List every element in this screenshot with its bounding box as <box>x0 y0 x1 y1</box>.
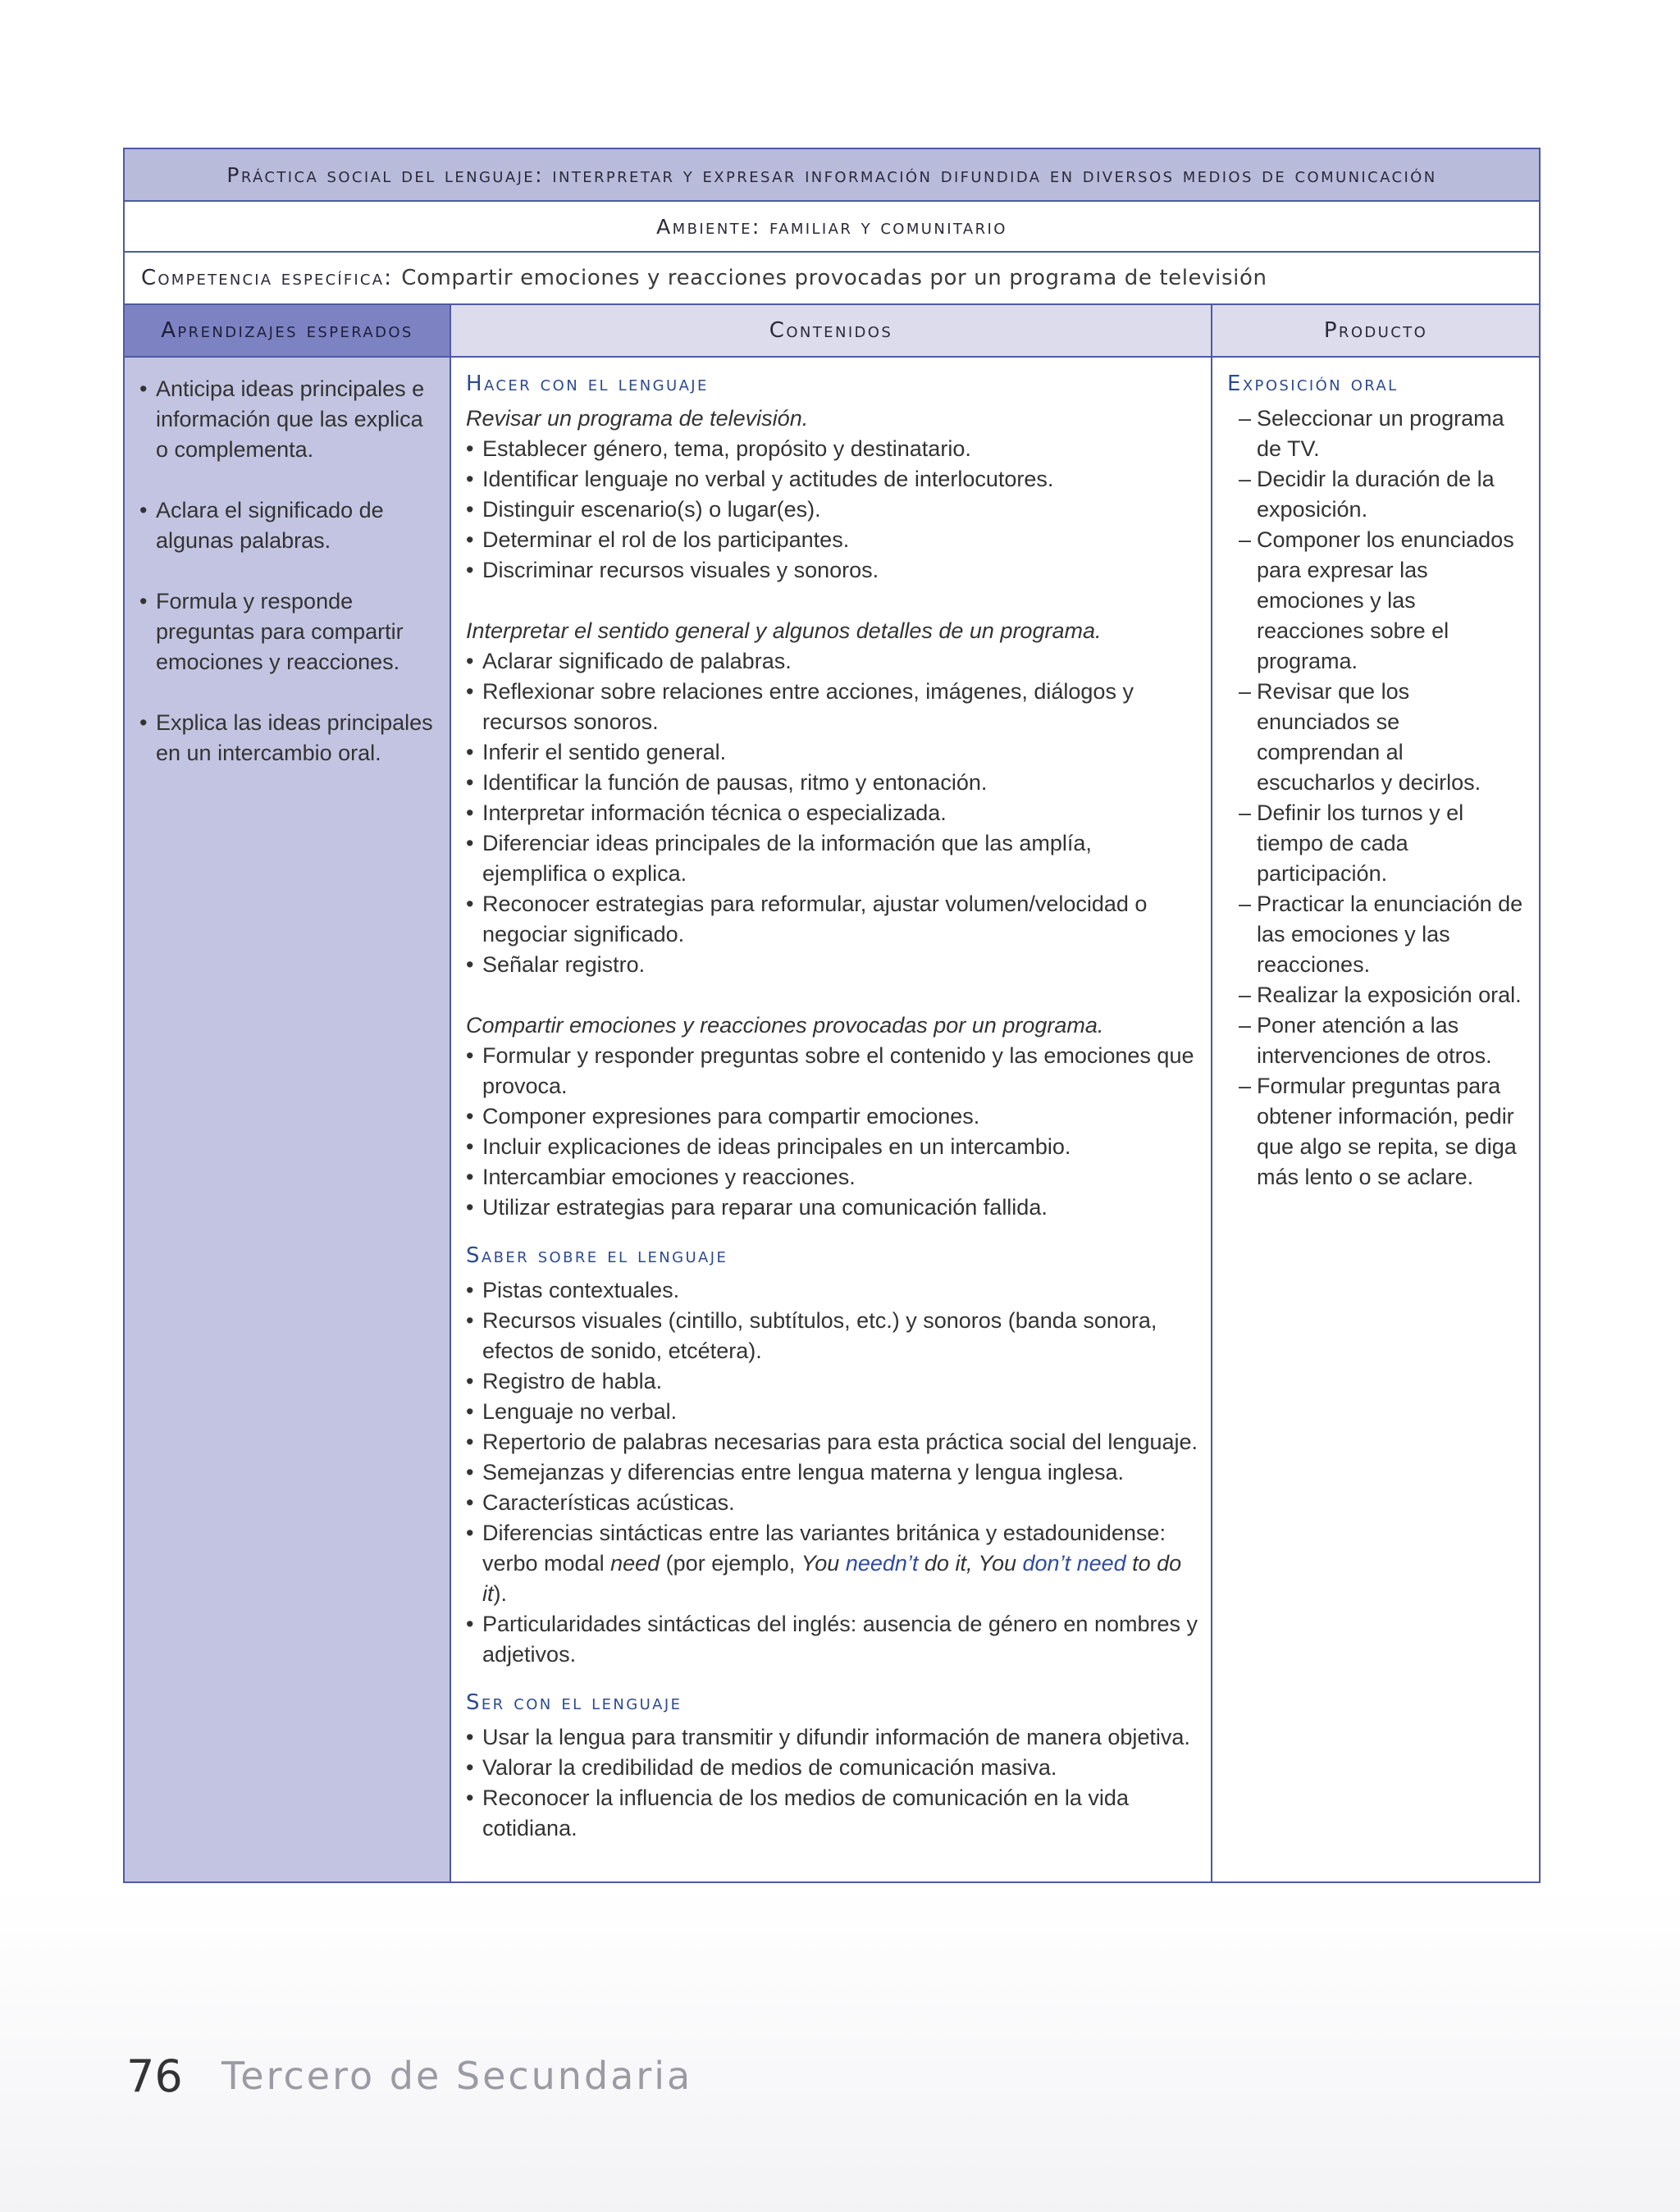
page-bottom-shade <box>0 1886 1680 2212</box>
list-item: • Señalar registro. <box>466 950 1198 980</box>
list-item: • Reflexionar sobre relaciones entre acciones, imágenes, diálogos y recursos sonoros. <box>466 677 1198 737</box>
list-item: • Identificar lenguaje no verbal y actitudes de interlocutores. <box>466 464 1198 495</box>
list-item: • Aclara el significado de algunas palabras. <box>139 495 435 556</box>
modal-text-6: do it, You <box>918 1551 1023 1576</box>
list-item: • Inferir el sentido general. <box>466 737 1198 768</box>
list-item: • Valorar la credibilidad de medios de comunicación masiva. <box>466 1753 1198 1783</box>
list-item: • Reconocer la influencia de los medios de comunicación en la vida cotidiana. <box>466 1783 1198 1844</box>
list-item: • Utilizar estrategias para reparar una comunicación fallida. <box>466 1193 1198 1223</box>
list-item: • Usar la lengua para transmitir y difundir información de manera objetiva. <box>466 1722 1198 1753</box>
modal-text-7: don’t need <box>1022 1551 1126 1576</box>
curriculum-table <box>123 148 1541 1883</box>
list-item: • Explica las ideas principales en un intercambio oral. <box>139 708 435 768</box>
subtitle: Interpretar el sentido general y algunos detalles de un programa. <box>466 618 1102 643</box>
list-item: • Identificar la función de pausas, ritmo y entonación. <box>466 768 1198 798</box>
list-item: • Incluir explicaciones de ideas principales en un intercambio. <box>466 1132 1198 1162</box>
list-item: • Establecer género, tema, propósito y destinatario. <box>466 434 1198 464</box>
ser-list <box>466 1722 1198 1844</box>
contenidos-column <box>451 358 1212 1881</box>
producto-column <box>1212 358 1539 1881</box>
list-item: • Recursos visuales (cintillo, subtítulos, etc.) y sonoros (banda sonora, efectos de sonido, etcétera). <box>466 1306 1198 1366</box>
column-header-producto: Producto <box>1212 305 1539 358</box>
section-title-hacer: Hacer con el lenguaje <box>466 372 709 396</box>
list-item: – Realizar la exposición oral. <box>1237 980 1527 1010</box>
social-practice-header: Práctica social del lenguaje: interpretar y expresar información difundida en diversos medios de comunicación <box>125 149 1539 202</box>
column-header-aprendizajes: Aprendizajes esperados <box>125 305 451 358</box>
subtitle: Compartir emociones y reacciones provocadas por un programa. <box>466 1013 1104 1038</box>
page-number: 76 <box>126 2050 183 2102</box>
modal-text-2: need <box>610 1551 660 1576</box>
competencia-row <box>125 253 1539 305</box>
list-item: • Particularidades sintácticas del inglés: ausencia de género en nombres y adjetivos. <box>466 1609 1198 1670</box>
modal-text-5: needn’t <box>845 1551 919 1576</box>
list-item-modal-verb <box>466 1518 1198 1609</box>
list-item: • Determinar el rol de los participantes. <box>466 525 1198 555</box>
list-item: • Aclarar significado de palabras. <box>466 646 1198 677</box>
section-title-ser: Ser con el lenguaje <box>466 1690 682 1715</box>
saber-list <box>466 1275 1198 1670</box>
list-item: • Formular y responder preguntas sobre el contenido y las emociones que provoca. <box>466 1041 1198 1101</box>
list-item: • Semejanzas y diferencias entre lengua materna y lengua inglesa. <box>466 1457 1198 1488</box>
list-item: • Interpretar información técnica o especializada. <box>466 798 1198 828</box>
contenidos-list <box>466 646 1198 980</box>
list-item: – Definir los turnos y el tiempo de cada participación. <box>1237 798 1527 889</box>
book-title: Tercero de Secundaria <box>221 2054 693 2098</box>
list-item: • Registro de habla. <box>466 1366 1198 1397</box>
section-title-saber: Saber sobre el lenguaje <box>466 1243 728 1268</box>
list-item: • Reconocer estrategias para reformular, ajustar volumen/velocidad o negociar significado. <box>466 889 1198 950</box>
column-header-contenidos: Contenidos <box>451 305 1212 358</box>
list-item: • Características acústicas. <box>466 1488 1198 1518</box>
section-title-producto: Exposición oral <box>1227 372 1399 396</box>
list-item: • Discriminar recursos visuales y sonoros. <box>466 555 1198 586</box>
list-item: – Poner atención a las intervenciones de otros. <box>1237 1010 1527 1071</box>
list-item: – Seleccionar un programa de TV. <box>1237 404 1527 464</box>
list-item: • Intercambiar emociones y reacciones. <box>466 1162 1198 1193</box>
list-item: – Decidir la duración de la exposición. <box>1237 464 1527 525</box>
list-item: – Componer los enunciados para expresar las emociones y las reacciones sobre el programa. <box>1237 525 1527 677</box>
list-item: • Diferenciar ideas principales de la información que las amplía, ejemplifica o explica. <box>466 828 1198 889</box>
competencia-label: Competencia específica: <box>141 266 394 290</box>
list-item: • Lenguaje no verbal. <box>466 1397 1198 1427</box>
modal-text-1: Diferencias sintácticas entre las variantes británica y estadounidense: verbo modal <box>482 1521 1166 1576</box>
list-item: • Formula y responde preguntas para compartir emociones y reacciones. <box>139 586 435 677</box>
contenidos-list <box>466 1041 1198 1223</box>
list-item: • Componer expresiones para compartir emociones. <box>466 1101 1198 1132</box>
aprendizajes-column <box>125 358 451 1881</box>
list-item: – Revisar que los enunciados se comprendan al escucharlos y decirlos. <box>1237 677 1527 798</box>
list-item: • Distinguir escenario(s) o lugar(es). <box>466 495 1198 525</box>
modal-text-9: ). <box>493 1581 507 1606</box>
list-item: – Practicar la enunciación de las emociones y las reacciones. <box>1237 889 1527 980</box>
subtitle: Revisar un programa de televisión. <box>466 406 809 431</box>
modal-text-4: You <box>801 1551 846 1576</box>
modal-text-3: (por ejemplo, <box>660 1551 801 1576</box>
producto-list <box>1227 404 1527 1193</box>
list-item: • Repertorio de palabras necesarias para esta práctica social del lenguaje. <box>466 1427 1198 1457</box>
modal-text-8: to do it <box>482 1551 1182 1606</box>
list-item: – Formular preguntas para obtener información, pedir que algo se repita, se diga más lento o se aclare. <box>1237 1071 1527 1193</box>
aprendizajes-list <box>139 374 435 768</box>
list-item: • Pistas contextuales. <box>466 1275 1198 1306</box>
ambiente-header: Ambiente: familiar y comunitario <box>125 202 1539 253</box>
contenidos-list <box>466 434 1198 586</box>
list-item: • Anticipa ideas principales e información que las explica o complementa. <box>139 374 435 465</box>
competencia-text: Compartir emociones y reacciones provocadas por un programa de televisión <box>401 266 1267 290</box>
